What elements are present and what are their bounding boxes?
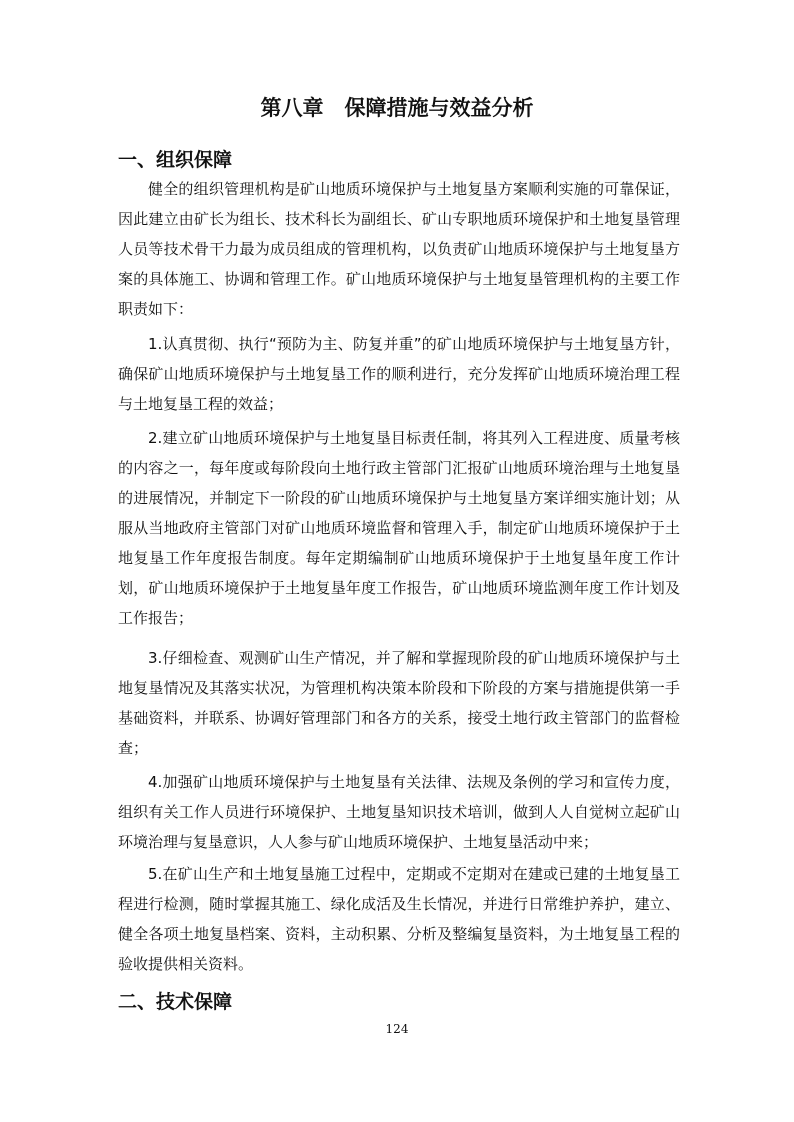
duty-item-1: 1.认真贯彻、执行“预防为主、防复并重”的矿山地质环境保护与土地复垦方针，确保矿山地质环境保护与土地复垦工作的顺利进行，充分发挥矿山地质环境治理工程与土地复垦工程的效益； xyxy=(118,335,680,413)
section-heading-organization: 一、组织保障 xyxy=(118,149,233,171)
duty-item-2: 2.建立矿山地质环境保护与土地复垦目标责任制，将其列入工程进度、质量考核的内容之一，每年度或每阶段向土地行政主管部门汇报矿山地质环境治理与土地复垦的进展情况，并制定下一阶段的矿山地质环境保护与土地复垦方案详细实施计划；从服从当地政府主管部门对矿山地质环境监督和管理入手，制定矿山地质环境保护于土地复垦工作年度报告制度。每年定期编制矿山地质环境保护于土地复垦年度工作计划，矿山地质环境保护于土地复垦年度工作报告，矿山地质环境监测年度工作计划及工作报告； xyxy=(118,429,680,627)
chapter-title: 第八章 保障措施与效益分析 xyxy=(260,96,534,120)
duty-item-3: 3.仔细检查、观测矿山生产情况，并了解和掌握现阶段的矿山地质环境保护与土地复垦情况及其落实状况，为管理机构决策本阶段和下阶段的方案与措施提供第一手基础资料，并联系、协调好管理部门和各方的关系，接受土地行政主管部门的监督检查； xyxy=(118,649,680,757)
intro-paragraph: 健全的组织管理机构是矿山地质环境保护与土地复垦方案顺利实施的可靠保证，因此建立由矿长为组长、技术科长为副组长、矿山专职地质环境保护和土地复垦管理人员等技术骨干力最为成员组成的管理机构，以负责矿山地质环境保护与土地复垦方案的具体施工、协调和管理工作。矿山地质环境保护与土地复垦管理机构的主要工作职责如下： xyxy=(118,180,680,318)
duty-item-5: 5.在矿山生产和土地复垦施工过程中，定期或不定期对在建或已建的土地复垦工程进行检测，随时掌握其施工、绿化成活及生长情况，并进行日常维护养护，建立、健全各项土地复垦档案、资料，主动积累、分析及整编复垦资料，为土地复垦工程的验收提供相关资料。 xyxy=(118,865,680,973)
section-heading-technical: 二、技术保障 xyxy=(118,991,233,1013)
page-number: 124 xyxy=(385,1022,409,1036)
duty-item-4: 4.加强矿山地质环境保护与土地复垦有关法律、法规及条例的学习和宣传力度，组织有关工作人员进行环境保护、土地复垦知识技术培训，做到人人自觉树立起矿山环境治理与复垦意识，人人参与矿山地质环境保护、土地复垦活动中来； xyxy=(118,773,680,851)
